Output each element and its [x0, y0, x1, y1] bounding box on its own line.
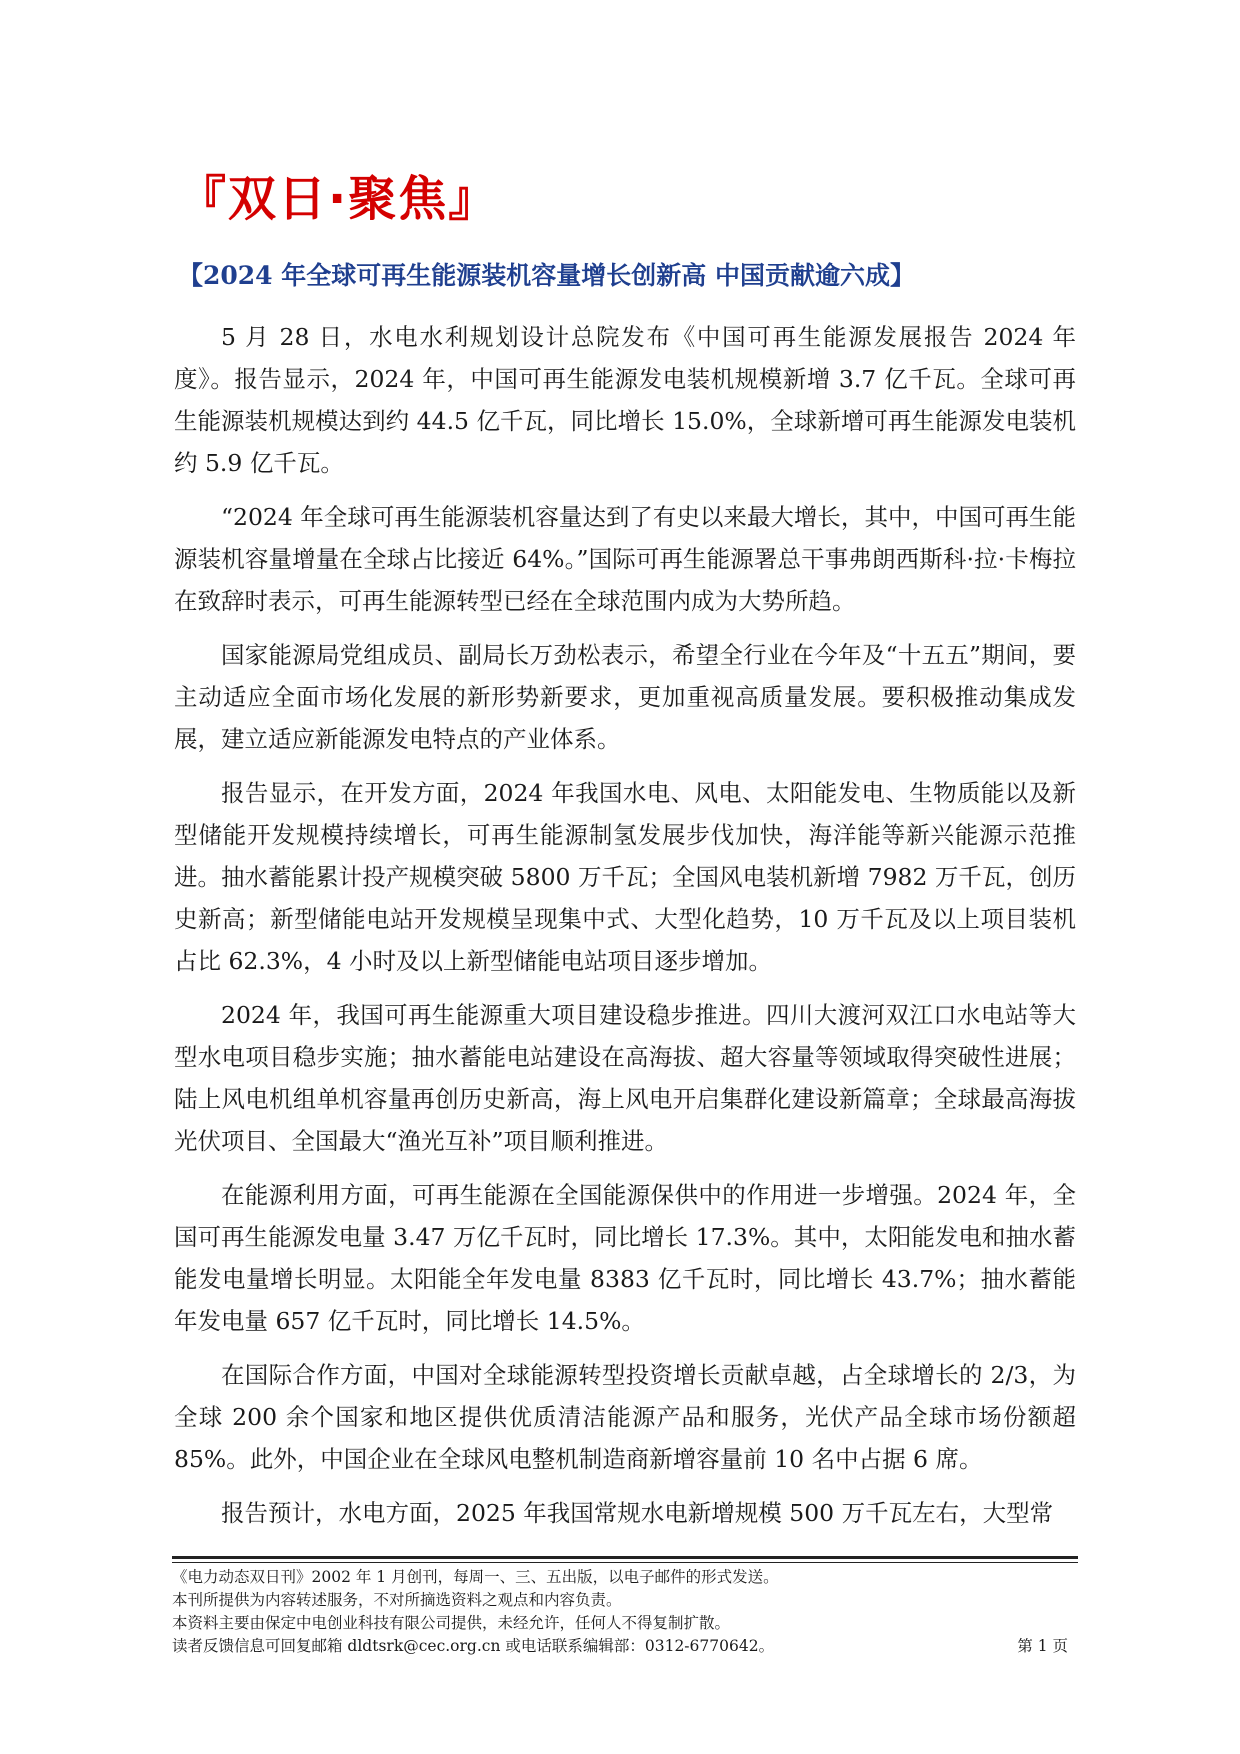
footer-line: 本资料主要由保定中电创业科技有限公司提供，未经允许，任何人不得复制扩散。	[172, 1614, 731, 1632]
article-paragraph: 报告预计，水电方面，2025 年我国常规水电新增规模 500 万千瓦左右，大型常	[221, 1499, 1054, 1527]
article-paragraph: 在国际合作方面，中国对全球能源转型投资增长贡献卓越，占全球增长的 2/3，为全球 200 余个国家和地区提供优质清洁能源产品和服务，光伏产品全球市场份额超 85%。此外，中国企业在全球风电整机制造商新增容量前 10 名中占据 6 席。	[174, 1361, 1076, 1473]
article-headline: 【2024 年全球可再生能源装机容量增长创新高 中国贡献逾六成】	[178, 261, 915, 290]
footer-contact-line: 读者反馈信息可回复邮箱 dldtsrk@cec.org.cn 或电话联系编辑部：0312-6770642。	[172, 1637, 775, 1655]
footer-divider-thin	[172, 1562, 1078, 1563]
footer	[172, 1566, 1078, 1658]
section-title: 『双日·聚焦』	[178, 171, 499, 227]
footer-line: 本刊所提供为内容转述服务，不对所摘选资料之观点和内容负责。	[172, 1591, 622, 1609]
footer-contact-row	[172, 1635, 1078, 1658]
article-paragraph: 在能源利用方面，可再生能源在全国能源保供中的作用进一步增强。2024 年，全国可再生能源发电量 3.47 万亿千瓦时，同比增长 17.3%。其中，太阳能发电和抽水蓄能发电量增长明显。太阳能全年发电量 8383 亿千瓦时，同比增长 43.7%；抽水蓄能年发电量 657 亿千瓦时，同比增长 14.5%。	[174, 1181, 1076, 1335]
article-paragraph: 2024 年，我国可再生能源重大项目建设稳步推进。四川大渡河双江口水电站等大型水电项目稳步实施；抽水蓄能电站建设在高海拔、超大容量等领域取得突破性进展；陆上风电机组单机容量再创历史新高，海上风电开启集群化建设新篇章；全球最高海拔光伏项目、全国最大“渔光互补”项目顺利推进。	[174, 1001, 1076, 1155]
page-number: 第 1 页	[1017, 1637, 1068, 1655]
article-paragraph: “2024 年全球可再生能源装机容量达到了有史以来最大增长，其中，中国可再生能源装机容量增量在全球占比接近 64%。”国际可再生能源署总干事弗朗西斯科·拉·卡梅拉在致辞时表示，可再生能源转型已经在全球范围内成为大势所趋。	[174, 503, 1076, 615]
footer-divider	[172, 1556, 1078, 1559]
article-paragraph: 5 月 28 日，水电水利规划设计总院发布《中国可再生能源发展报告 2024 年度》。报告显示，2024 年，中国可再生能源发电装机规模新增 3.7 亿千瓦。全球可再生能源装机规模达到约 44.5 亿千瓦，同比增长 15.0%，全球新增可再生能源发电装机约 5.9 亿千瓦。	[174, 323, 1076, 477]
article-paragraph: 报告显示，在开发方面，2024 年我国水电、风电、太阳能发电、生物质能以及新型储能开发规模持续增长，可再生能源制氢发展步伐加快，海洋能等新兴能源示范推进。抽水蓄能累计投产规模突破 5800 万千瓦；全国风电装机新增 7982 万千瓦，创历史新高；新型储能电站开发规模呈现集中式、大型化趋势，10 万千瓦及以上项目装机占比 62.3%，4 小时及以上新型储能电站项目逐步增加。	[174, 779, 1076, 975]
article-paragraph: 国家能源局党组成员、副局长万劲松表示，希望全行业在今年及“十五五”期间，要主动适应全面市场化发展的新形势新要求，更加重视高质量发展。要积极推动集成发展，建立适应新能源发电特点的产业体系。	[174, 641, 1076, 753]
footer-line: 《电力动态双日刊》2002 年 1 月创刊，每周一、三、五出版，以电子邮件的形式发送。	[172, 1568, 779, 1586]
article-body	[174, 316, 1076, 1546]
